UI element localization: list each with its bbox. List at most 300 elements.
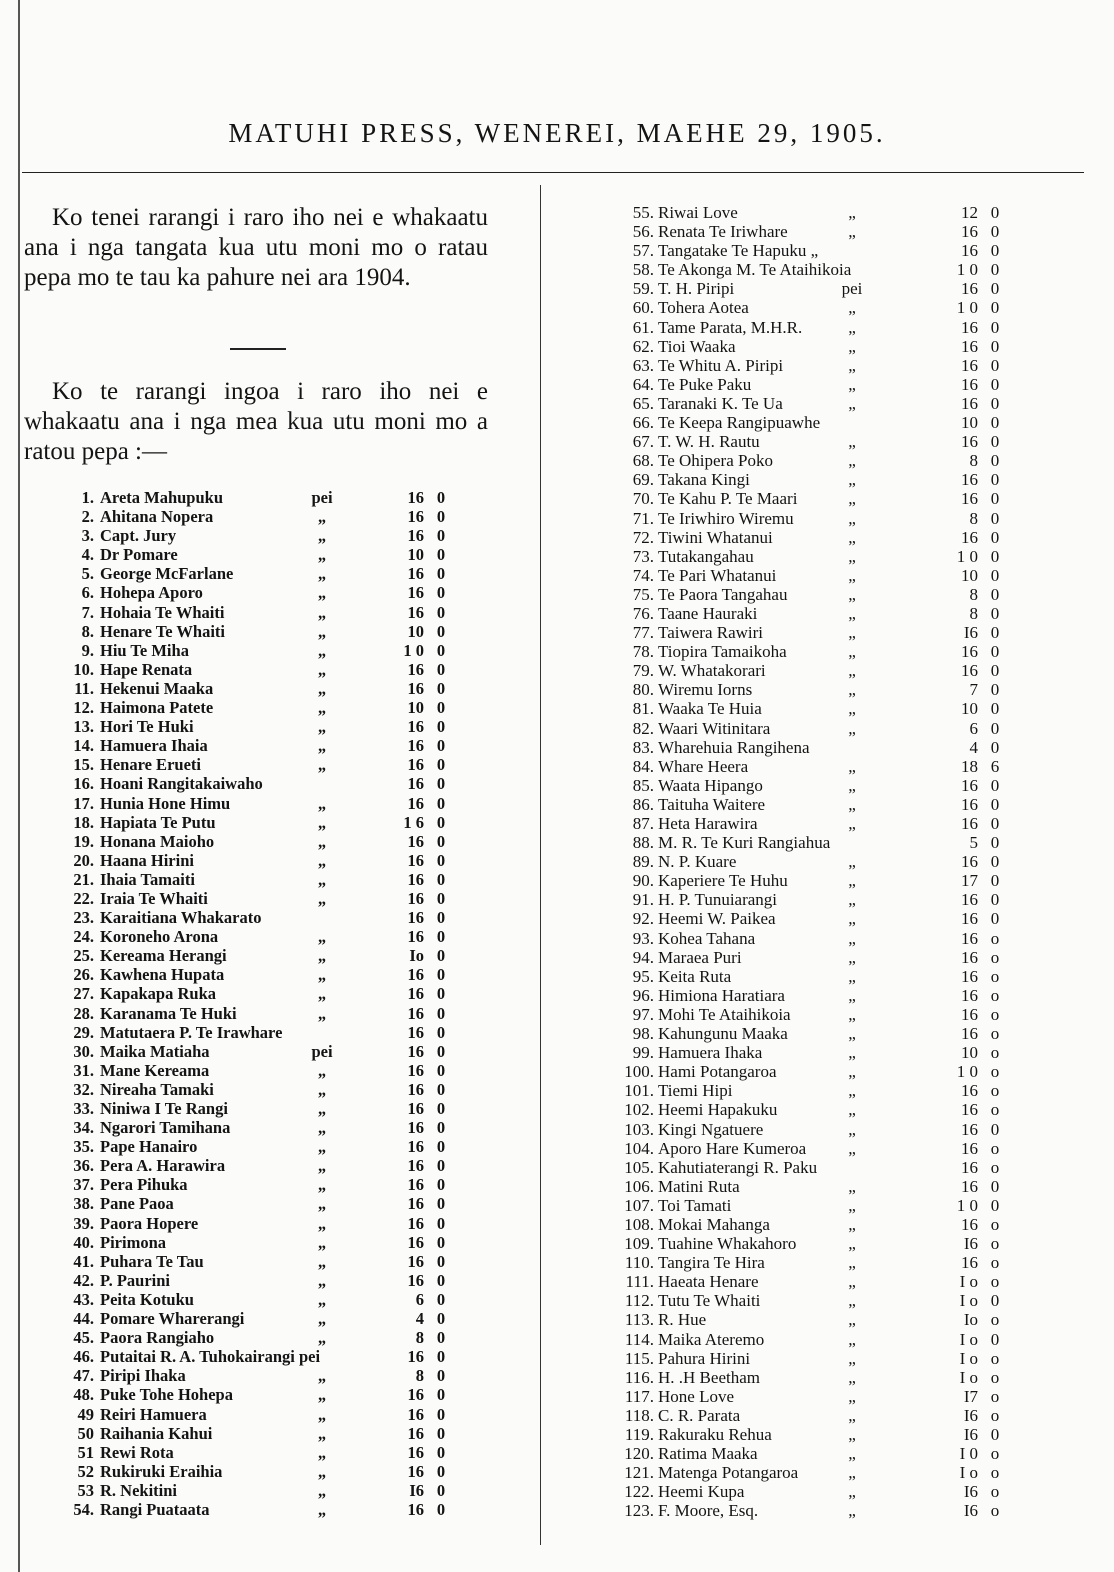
entry-number: 72.: [632, 527, 654, 547]
amount-shillings: 10: [961, 565, 978, 585]
amount-shillings: I 0: [959, 1444, 978, 1464]
entry-number: 114.: [624, 1329, 654, 1349]
amount-pence: o: [990, 1004, 1000, 1024]
subscriber-name: Tutu Te Whaiti: [658, 1291, 761, 1311]
intro-paragraph-1: [24, 203, 488, 293]
subscriber-name: Tutakangahau: [658, 546, 754, 566]
entry-number: 31.: [73, 1060, 94, 1080]
amount-shillings: 10: [961, 1043, 978, 1063]
ditto-mark: „: [848, 527, 856, 547]
column-divider: [540, 185, 541, 1545]
entry-number: 112.: [624, 1291, 654, 1311]
amount-pence: o: [990, 985, 1000, 1005]
ditto-mark: „: [848, 1081, 856, 1101]
ditto-mark: „: [848, 1234, 856, 1254]
subscriber-name: Riwai Love: [658, 203, 738, 222]
amount-pence: o: [990, 1272, 1000, 1292]
amount-shillings: 16: [407, 1175, 424, 1195]
amount-pence: o: [990, 1348, 1000, 1368]
entry-number: 61.: [632, 317, 654, 337]
amount-shillings: 16: [407, 1022, 424, 1042]
ditto-mark: „: [848, 393, 856, 413]
entry-number: 36.: [73, 1156, 94, 1176]
amount-pence: 0: [990, 584, 1000, 604]
entry-number: 15.: [73, 755, 94, 775]
ditto-mark: „: [848, 222, 856, 242]
subscriber-name: Ahitana Nopera: [100, 507, 214, 527]
subscriber-name: Paora Hopere: [100, 1213, 199, 1233]
entry-number: 105.: [624, 1157, 654, 1177]
amount-shillings: 8: [415, 1328, 424, 1348]
amount-pence: 0: [436, 1232, 446, 1252]
entry-number: 54.: [73, 1499, 94, 1519]
subscriber-name: F. Moore, Esq.: [658, 1501, 759, 1521]
subscriber-name: Piripi Ihaka: [100, 1366, 186, 1386]
entry-number: 109.: [624, 1234, 654, 1254]
amount-pence: o: [990, 1234, 1000, 1254]
ditto-mark: „: [317, 1079, 327, 1099]
entry-number: 5.: [81, 564, 94, 584]
amount-shillings: 8: [415, 1366, 424, 1386]
subscriber-name: T. W. H. Rautu: [658, 432, 760, 452]
subscriber-name: Taiwera Rawiri: [658, 623, 764, 643]
ditto-mark: „: [848, 928, 856, 948]
amount-pence: 0: [436, 1289, 446, 1309]
entry-number: 119.: [624, 1425, 654, 1444]
entry-number: 52: [77, 1461, 94, 1481]
amount-pence: 0: [436, 564, 446, 584]
entry-number: 71.: [632, 508, 654, 528]
entry-number: 94.: [632, 947, 654, 967]
entry-number: 120.: [624, 1444, 654, 1464]
amount-pence: 0: [990, 279, 1000, 299]
amount-pence: 0: [990, 623, 1000, 643]
subscriber-name: Te Whitu A. Piripi: [658, 355, 784, 375]
amount-pence: 0: [990, 489, 1000, 509]
entry-number: 7.: [81, 602, 94, 622]
amount-shillings: 16: [961, 222, 978, 242]
entry-number: 107.: [624, 1195, 654, 1215]
amount-shillings: 16: [961, 966, 978, 986]
amount-pence: 0: [990, 718, 1000, 738]
entry-number: 26.: [73, 965, 94, 985]
amount-shillings: 16: [407, 1499, 424, 1519]
ditto-mark: „: [848, 336, 856, 356]
entry-number: 49: [77, 1404, 94, 1424]
amount-pence: 0: [990, 661, 1000, 681]
ditto-mark: „: [317, 812, 327, 832]
amount-shillings: 16: [407, 1270, 424, 1290]
amount-shillings: 16: [407, 1079, 424, 1099]
entry-number: 110.: [624, 1253, 654, 1273]
amount-shillings: 16: [407, 850, 424, 870]
subscriber-name: Maika Ateremo: [658, 1329, 765, 1349]
entry-number: 53: [77, 1480, 94, 1500]
ditto-mark: „: [317, 1232, 327, 1252]
ditto-mark: „: [848, 814, 856, 833]
ditto-mark: „: [848, 546, 856, 566]
entry-number: 92.: [632, 909, 654, 929]
subscriber-name: Kawhena Hupata: [100, 965, 225, 985]
amount-pence: 0: [436, 1118, 446, 1138]
amount-pence: 0: [990, 203, 1000, 222]
ditto-mark: „: [848, 794, 856, 814]
entry-number: 22.: [73, 888, 94, 908]
subscriber-name: Nireaha Tamaki: [100, 1079, 214, 1099]
entry-number: 90.: [632, 871, 654, 891]
entry-number: 45.: [73, 1328, 94, 1348]
amount-shillings: 16: [961, 432, 978, 452]
amount-pence: o: [990, 1482, 1000, 1502]
ditto-mark: „: [317, 698, 327, 718]
subscriber-name: Putaitai R. A. Tuhokairangi pei: [100, 1347, 321, 1367]
amount-pence: o: [990, 1138, 1000, 1158]
ditto-mark: „: [848, 775, 856, 795]
ditto-mark: „: [848, 852, 856, 872]
amount-pence: o: [990, 1100, 1000, 1120]
amount-pence: 0: [990, 336, 1000, 356]
ditto-mark: „: [848, 1405, 856, 1425]
amount-shillings: 16: [407, 1423, 424, 1443]
entry-number: 32.: [73, 1079, 94, 1099]
entry-number: 118.: [624, 1405, 654, 1425]
amount-pence: 0: [436, 1003, 446, 1023]
entry-number: 84.: [632, 756, 654, 776]
ditto-mark: „: [317, 1194, 327, 1214]
amount-shillings: 16: [407, 1385, 424, 1405]
subscriber-name: Areta Mahupuku: [100, 488, 224, 507]
ditto-mark: „: [848, 1138, 856, 1158]
entry-number: 64.: [632, 374, 654, 394]
amount-shillings: 16: [407, 583, 424, 603]
amount-pence: 0: [990, 260, 1000, 280]
amount-shillings: I7: [963, 1386, 978, 1406]
amount-pence: 0: [436, 1079, 446, 1099]
entry-number: 50: [77, 1423, 94, 1443]
amount-shillings: Io: [409, 946, 424, 966]
ditto-mark: „: [317, 793, 327, 813]
entry-number: 27.: [73, 984, 94, 1004]
subscriber-name: Matini Ruta: [658, 1176, 740, 1196]
amount-pence: o: [990, 1043, 1000, 1063]
ditto-mark: „: [848, 584, 856, 604]
subscriber-name: Tangatake Te Hapuku „: [658, 241, 819, 261]
amount-shillings: 16: [961, 1119, 978, 1139]
amount-shillings: 1 6: [403, 812, 424, 832]
subscriber-name: Puhara Te Tau: [100, 1251, 204, 1271]
amount-shillings: 4: [969, 737, 978, 757]
ditto-mark: „: [848, 966, 856, 986]
amount-pence: 0: [436, 1194, 446, 1214]
amount-pence: 0: [990, 355, 1000, 375]
amount-shillings: 16: [961, 317, 978, 337]
amount-pence: o: [990, 1062, 1000, 1082]
subscriber-name: Heemi W. Paikea: [658, 909, 776, 929]
amount-pence: 0: [436, 946, 446, 966]
amount-pence: 0: [436, 736, 446, 756]
ditto-mark: „: [317, 888, 327, 908]
amount-shillings: 5: [969, 833, 978, 853]
entry-number: 81.: [632, 699, 654, 719]
subscriber-name: Tiwini Whatanui: [658, 527, 773, 547]
amount-pence: 0: [436, 1251, 446, 1271]
ditto-mark: „: [848, 1100, 856, 1120]
subscriber-name: Haeata Henare: [658, 1272, 759, 1292]
subscriber-name: Hami Potangaroa: [658, 1062, 777, 1082]
ditto-mark: „: [848, 680, 856, 700]
amount-shillings: 1 0: [403, 640, 424, 660]
amount-shillings: 16: [961, 985, 978, 1005]
subscriber-name: Tuahine Whakahoro: [658, 1234, 797, 1254]
subscriber-name: Ngarori Tamihana: [100, 1118, 231, 1138]
entry-number: 80.: [632, 680, 654, 700]
amount-pence: 0: [990, 393, 1000, 413]
amount-shillings: 16: [407, 1003, 424, 1023]
amount-shillings: 16: [407, 1404, 424, 1424]
subscriber-name: Pape Hanairo: [100, 1137, 198, 1157]
amount-shillings: 16: [407, 678, 424, 698]
ditto-mark: „: [317, 1003, 327, 1023]
entry-number: 74.: [632, 565, 654, 585]
subscriber-name: Hohepa Aporo: [100, 583, 203, 603]
subscriber-name: Honana Maioho: [100, 831, 215, 851]
subscriber-name: Kereama Herangi: [100, 946, 227, 966]
amount-shillings: 16: [407, 1213, 424, 1233]
ditto-mark: „: [317, 965, 327, 985]
amount-pence: 0: [436, 698, 446, 718]
amount-shillings: I o: [959, 1291, 978, 1311]
entry-number: 14.: [73, 736, 94, 756]
amount-pence: o: [990, 1214, 1000, 1234]
entry-number: 2.: [81, 507, 94, 527]
entry-number: 87.: [632, 814, 654, 833]
amount-shillings: I6: [963, 1425, 978, 1444]
amount-pence: 0: [436, 984, 446, 1004]
ditto-mark: „: [848, 1253, 856, 1273]
entry-number: 70.: [632, 489, 654, 509]
amount-pence: 0: [990, 1195, 1000, 1215]
amount-pence: 0: [436, 1060, 446, 1080]
amount-shillings: 16: [407, 1347, 424, 1367]
amount-shillings: 16: [961, 661, 978, 681]
amount-shillings: 16: [407, 1461, 424, 1481]
entry-number: 48.: [73, 1385, 94, 1405]
amount-pence: 0: [436, 659, 446, 679]
ditto-mark: „: [317, 850, 327, 870]
amount-shillings: 16: [407, 602, 424, 622]
entry-number: 99.: [632, 1043, 654, 1063]
amount-pence: 0: [436, 717, 446, 737]
amount-shillings: 16: [961, 794, 978, 814]
entry-number: 3.: [81, 526, 94, 546]
subscriber-name: Pera Pihuka: [100, 1175, 188, 1195]
entry-number: 104.: [624, 1138, 654, 1158]
entry-number: 17.: [73, 793, 94, 813]
ditto-mark: „: [848, 661, 856, 681]
amount-pence: o: [990, 1157, 1000, 1177]
ditto-mark: pei: [311, 1041, 333, 1061]
entry-number: 75.: [632, 584, 654, 604]
amount-pence: 0: [990, 890, 1000, 910]
ditto-mark: „: [317, 1175, 327, 1195]
ditto-mark: „: [848, 508, 856, 528]
ditto-mark: „: [848, 1444, 856, 1464]
subscriber-name: Tohera Aotea: [658, 298, 749, 318]
subscriber-name: Haimona Patete: [100, 698, 214, 718]
ditto-mark: pei: [841, 279, 863, 299]
entry-number: 93.: [632, 928, 654, 948]
amount-shillings: 8: [969, 603, 978, 623]
amount-shillings: 16: [961, 355, 978, 375]
ditto-mark: „: [317, 507, 327, 527]
amount-pence: 0: [436, 793, 446, 813]
ditto-mark: „: [848, 1195, 856, 1215]
entry-number: 37.: [73, 1175, 94, 1195]
ditto-mark: „: [317, 678, 327, 698]
subscriber-name: Karaitiana Whakarato: [100, 908, 262, 928]
amount-shillings: I6: [963, 1405, 978, 1425]
amount-pence: 0: [990, 241, 1000, 261]
ditto-mark: „: [317, 1480, 327, 1500]
entry-number: 16.: [73, 774, 94, 794]
amount-shillings: 16: [407, 1194, 424, 1214]
subscriber-name: Te Akonga M. Te Ataihikoia: [658, 260, 852, 280]
subscriber-name: Hone Love: [658, 1386, 735, 1406]
amount-pence: 0: [436, 1022, 446, 1042]
amount-shillings: 16: [961, 775, 978, 795]
amount-pence: 0: [436, 965, 446, 985]
subscriber-name: Kohea Tahana: [658, 928, 756, 948]
amount-shillings: 16: [961, 336, 978, 356]
subscriber-name: Hunia Hone Himu: [100, 793, 231, 813]
entry-number: 1.: [81, 488, 94, 507]
ditto-mark: „: [317, 1499, 327, 1519]
amount-shillings: 16: [407, 793, 424, 813]
ditto-mark: „: [848, 1501, 856, 1521]
ditto-mark: „: [848, 718, 856, 738]
amount-pence: 0: [436, 1461, 446, 1481]
subscriber-name: Tioi Waaka: [658, 336, 736, 356]
entry-number: 13.: [73, 717, 94, 737]
amount-shillings: 16: [407, 1156, 424, 1176]
subscriber-name: Ihaia Tamaiti: [100, 869, 195, 889]
subscriber-name: Taituha Waitere: [658, 794, 766, 814]
entry-number: 60.: [632, 298, 654, 318]
amount-shillings: 16: [407, 774, 424, 794]
amount-shillings: I6: [963, 623, 978, 643]
amount-pence: o: [990, 947, 1000, 967]
entry-number: 33.: [73, 1099, 94, 1118]
ditto-mark: „: [848, 1367, 856, 1387]
subscriber-name: Hamuera Ihaka: [658, 1043, 763, 1063]
intro-paragraph-1-text: Ko tenei rarangi i raro iho nei e whakaatu ana i nga tangata kua utu moni mo o ratau pepa mo te tau ka pahure nei ara 1904.: [24, 204, 488, 291]
entry-number: 51: [77, 1442, 94, 1462]
intro-paragraph-2-text: Ko te rarangi ingoa i raro iho nei e whakaatu ana i nga mea kua utu moni mo a ratou pepa :—: [24, 378, 488, 465]
amount-pence: o: [990, 1024, 1000, 1044]
amount-pence: 0: [436, 812, 446, 832]
amount-shillings: 10: [407, 545, 424, 565]
amount-pence: 0: [436, 1137, 446, 1157]
entry-number: 23.: [73, 908, 94, 928]
entry-number: 108.: [624, 1214, 654, 1234]
subscriber-name: Ratima Maaka: [658, 1444, 758, 1464]
ditto-mark: „: [848, 871, 856, 891]
entry-number: 76.: [632, 603, 654, 623]
ditto-mark: „: [317, 1156, 327, 1176]
amount-shillings: 16: [961, 489, 978, 509]
amount-shillings: 10: [961, 699, 978, 719]
entry-number: 111.: [625, 1272, 654, 1292]
amount-shillings: I6: [963, 1234, 978, 1254]
amount-shillings: 16: [961, 1004, 978, 1024]
ditto-mark: „: [848, 603, 856, 623]
amount-pence: 0: [436, 1175, 446, 1195]
amount-shillings: 16: [961, 1024, 978, 1044]
entry-number: 29.: [73, 1022, 94, 1042]
entry-number: 59.: [632, 279, 654, 299]
ditto-mark: „: [317, 1118, 327, 1138]
entry-number: 98.: [632, 1024, 654, 1044]
ditto-mark: „: [317, 1442, 327, 1462]
amount-pence: 0: [436, 869, 446, 889]
subscriber-name: Waata Hipango: [658, 775, 763, 795]
entry-number: 86.: [632, 794, 654, 814]
amount-shillings: 16: [961, 374, 978, 394]
subscriber-name: Wiremu Iorns: [658, 680, 753, 700]
entry-number: 35.: [73, 1137, 94, 1157]
subscriber-name: R. Hue: [658, 1310, 707, 1330]
subscriber-name: George McFarlane: [100, 564, 234, 584]
amount-pence: 0: [990, 527, 1000, 547]
ditto-mark: „: [317, 526, 327, 546]
ditto-mark: „: [848, 298, 856, 318]
subscriber-name: H. P. Tunuiarangi: [658, 890, 778, 910]
amount-pence: o: [990, 966, 1000, 986]
subscriber-name: W. Whatakorari: [658, 661, 766, 681]
entry-number: 38.: [73, 1194, 94, 1214]
entry-number: 28.: [73, 1003, 94, 1023]
entry-number: 8.: [81, 621, 94, 641]
subscriber-name: Hoani Rangitakaiwaho: [100, 774, 263, 794]
subscriber-name: Wharehuia Rangihena: [658, 737, 810, 757]
subscriber-name: Renata Te Iriwhare: [658, 222, 788, 242]
amount-shillings: I6: [963, 1482, 978, 1502]
entry-number: 121.: [624, 1463, 654, 1483]
entry-number: 85.: [632, 775, 654, 795]
amount-shillings: 16: [407, 1118, 424, 1138]
amount-pence: 0: [436, 1309, 446, 1329]
ditto-mark: „: [848, 890, 856, 910]
subscriber-name: Heemi Kupa: [658, 1482, 745, 1502]
amount-shillings: 6: [415, 1289, 424, 1309]
entry-number: 46.: [73, 1347, 94, 1367]
entry-number: 42.: [73, 1270, 94, 1290]
subscriber-name: Waari Witinitara: [658, 718, 771, 738]
entry-number: 117.: [624, 1386, 654, 1406]
amount-shillings: I o: [959, 1463, 978, 1483]
ditto-mark: „: [317, 869, 327, 889]
amount-shillings: Io: [963, 1310, 978, 1330]
entry-number: 113.: [624, 1310, 654, 1330]
entry-number: 40.: [73, 1232, 94, 1252]
amount-shillings: 8: [969, 508, 978, 528]
entry-number: 122.: [624, 1482, 654, 1502]
amount-shillings: 16: [407, 526, 424, 546]
amount-pence: o: [990, 928, 1000, 948]
subscriber-name: Iraia Te Whaiti: [100, 888, 208, 908]
amount-shillings: 7: [969, 680, 978, 700]
amount-shillings: 1 0: [956, 1195, 978, 1215]
